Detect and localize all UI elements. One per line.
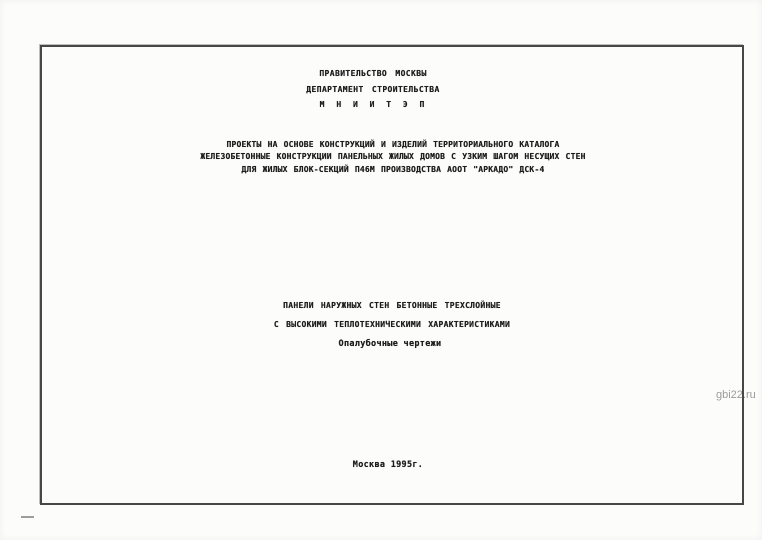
city-year-footer: Москва 1995г. bbox=[352, 460, 424, 470]
scan-artifact-dash bbox=[21, 516, 34, 518]
description-line-1: ПРОЕКТЫ НА ОСНОВЕ КОНСТРУКЦИЙ И ИЗДЕЛИЙ ТЕРРИТОРИАЛЬНОГО КАТАЛОГА bbox=[226, 140, 560, 149]
document-number bbox=[0, 0, 236, 46]
subject-line-2: С ВЫСОКИМИ ТЕПЛОТЕХНИЧЕСКИМИ ХАРАКТЕРИСТИКАМИ bbox=[273, 319, 511, 329]
document-subject-block bbox=[274, 297, 510, 334]
issuing-authority-block bbox=[306, 66, 439, 113]
subject-line-1: ПАНЕЛИ НАРУЖНЫХ СТЕН БЕТОННЫЕ ТРЕХСЛОЙНЫЕ bbox=[283, 301, 501, 310]
authority-institute-line: М Н И И Т Э П bbox=[319, 100, 427, 109]
authority-department-line: ДЕПАРТАМЕНТ СТРОИТЕЛЬСТВА bbox=[306, 84, 440, 94]
project-description-block bbox=[200, 139, 585, 176]
description-line-3: ДЛЯ ЖИЛЫХ БЛОК-СЕКЦИЙ П46М ПРОИЗВОДСТВА АООТ "АРКАДО" ДСК-4 bbox=[241, 164, 545, 174]
site-watermark: gbi22.ru bbox=[716, 389, 756, 401]
authority-government-line: ПРАВИТЕЛЬСТВО МОСКВЫ bbox=[319, 69, 427, 78]
description-line-2: ЖЕЛЕЗОБЕТОННЫЕ КОНСТРУКЦИИ ПАНЕЛЬНЫХ ЖИЛЫХ ДОМОВ С УЗКИМ ШАГОМ НЕСУЩИХ СТЕН bbox=[200, 152, 586, 162]
page-border-frame bbox=[40, 45, 744, 505]
drawings-type-note: Опалубочные чертежи bbox=[338, 339, 442, 349]
